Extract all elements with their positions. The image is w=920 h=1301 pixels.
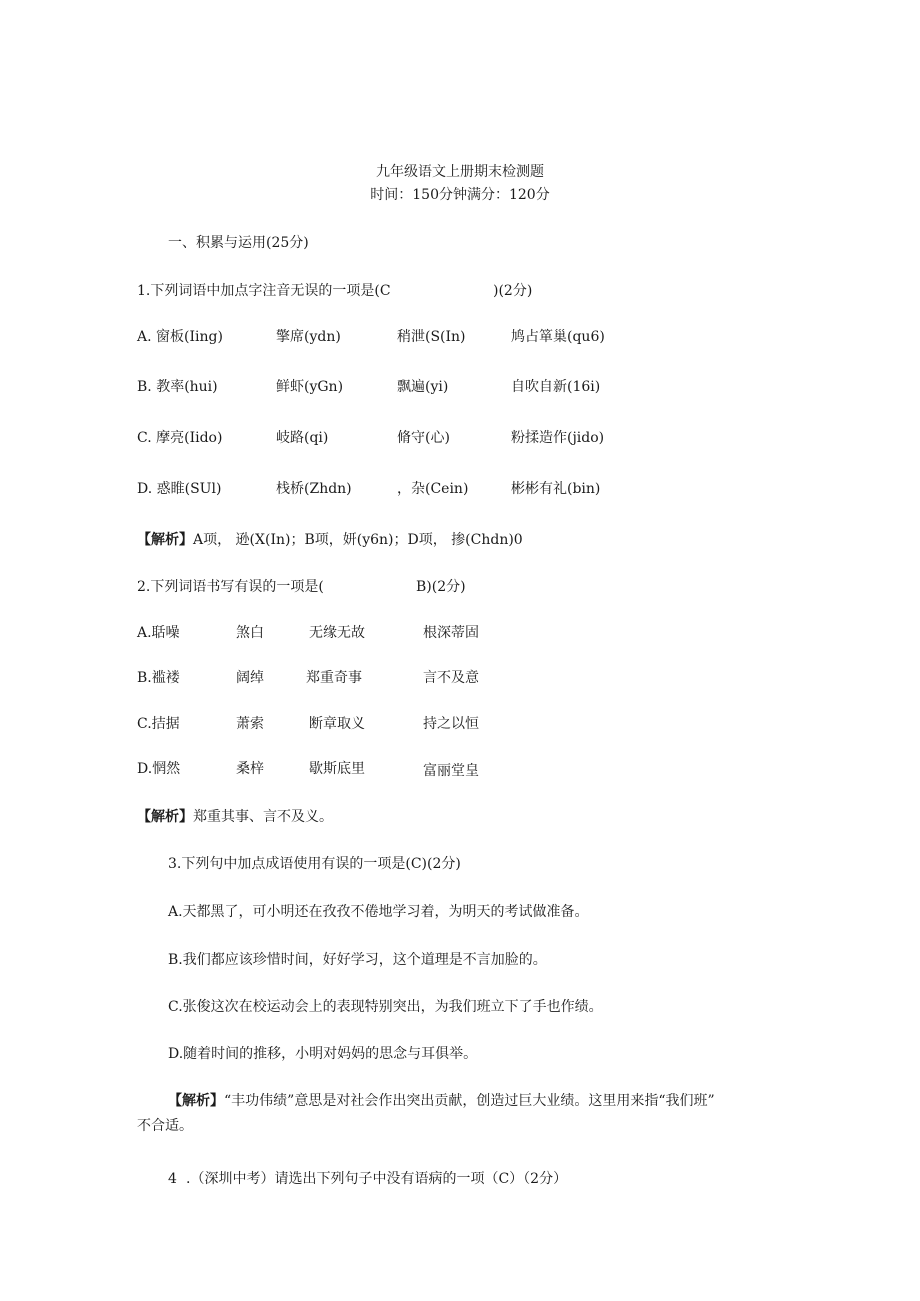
q1-option-c-col3: 脩守(心) [397, 430, 450, 446]
q2-analysis [137, 808, 333, 826]
q2-option-d-col3: 歇斯底里 [309, 761, 365, 777]
q1-option-c-col2: 岐路(qi) [276, 430, 329, 446]
q1-option-a-col4: 鸠占箪巢(qu6) [511, 329, 605, 345]
analysis-tag: 【解析】 [168, 1093, 224, 1109]
q2-option-d-col4: 富丽堂皇 [423, 763, 479, 779]
analysis-tag: 【解析】 [137, 532, 193, 548]
q3-option-c: C.张俊这次在校运动会上的表现特别突出，为我们班立下了手也作绩。 [168, 999, 603, 1015]
question-1-stem: 1.下列词语中加点字注音无误的一项是(C [137, 283, 391, 299]
analysis-tag: 【解析】 [137, 809, 193, 825]
q3-analysis-line-1 [168, 1092, 715, 1110]
q2-option-d-col2: 桑梓 [236, 761, 264, 777]
q1-option-c-col1: C. 摩亮(Iido) [137, 430, 223, 446]
section-heading: 一、积累与运用(25分) [168, 235, 309, 251]
q1-analysis [137, 531, 523, 549]
q2-option-a-col1: A.聒噪 [137, 625, 180, 641]
q1-option-a-col3: 稍泄(S(In) [397, 329, 466, 345]
question-1-points: )(2分) [493, 283, 533, 299]
q1-option-d-col1: D. 惑睢(SUl) [137, 481, 222, 497]
q1-option-a-col1: A. 窗板(Iing) [137, 329, 223, 345]
q1-option-d-col2: 栈桥(Zhdn) [276, 481, 352, 497]
question-4-number: 4 [168, 1171, 177, 1187]
q2-option-b-col3: 郑重奇事 [306, 670, 362, 686]
analysis-text: 郑重其事、言不及义。 [193, 809, 333, 825]
question-2-answer: B)(2分) [416, 579, 466, 595]
analysis-text: A项， 逊(X(In)；B项，妍(y6n)；D项， 掺(Chdn)0 [193, 532, 523, 548]
document-subtitle: 时间：150分钟满分：120分 [370, 187, 550, 203]
q2-option-c-col1: C.拮据 [137, 716, 180, 732]
q1-option-d-col4: 彬彬有礼(bin) [511, 481, 601, 497]
q3-option-a: A.天都黑了，可小明还在孜孜不倦地学习着，为明天的考试做准备。 [168, 904, 589, 920]
q1-option-c-col4: 粉揉造作(jido) [511, 430, 605, 446]
q2-option-a-col2: 煞白 [236, 625, 264, 641]
analysis-text: “丰功伟绩”意思是对社会作出突出贡献，创造过巨大业绩。这里用来指“我们班” [224, 1093, 715, 1109]
document-title: 九年级语文上册期末检测题 [376, 164, 544, 180]
q3-analysis-line-2: 不合适。 [137, 1118, 193, 1134]
question-3-stem: 3.下列句中加点成语使用有误的一项是(C)(2分) [168, 856, 461, 872]
question-2-stem: 2.下列词语书写有误的一项是( [137, 579, 324, 595]
q1-option-b-col2: 鲜虾(yGn) [276, 379, 344, 395]
q1-option-b-col1: B. 教率(hui) [137, 379, 218, 395]
q2-option-b-col4: 言不及意 [423, 670, 479, 686]
q2-option-c-col2: 萧索 [236, 716, 264, 732]
q2-option-c-col3: 断章取义 [309, 716, 365, 732]
q1-option-a-col2: 擎席(ydn) [276, 329, 341, 345]
q3-option-b: B.我们都应该珍惜时间，好好学习，这个道理是不言加脸的。 [168, 952, 547, 968]
q2-option-d-col1: D.惘然 [137, 761, 181, 777]
q1-option-b-col4: 自吹自新(16i) [511, 379, 601, 395]
question-4-stem: .（深圳中考）请选出下列句子中没有语病的一项（C）（2分） [186, 1171, 568, 1187]
q2-option-a-col3: 无缘无故 [309, 625, 365, 641]
q1-option-d-col3: ，杂(Cein) [397, 481, 469, 497]
q3-option-d: D.随着时间的推移，小明对妈妈的思念与耳俱举。 [168, 1046, 478, 1062]
q2-option-c-col4: 持之以恒 [423, 716, 479, 732]
q2-option-b-col1: B.褴褛 [137, 670, 180, 686]
q1-option-b-col3: 飘遍(yi) [397, 379, 449, 395]
q2-option-b-col2: 阔绰 [236, 670, 264, 686]
q2-option-a-col4: 根深蒂固 [423, 625, 479, 641]
